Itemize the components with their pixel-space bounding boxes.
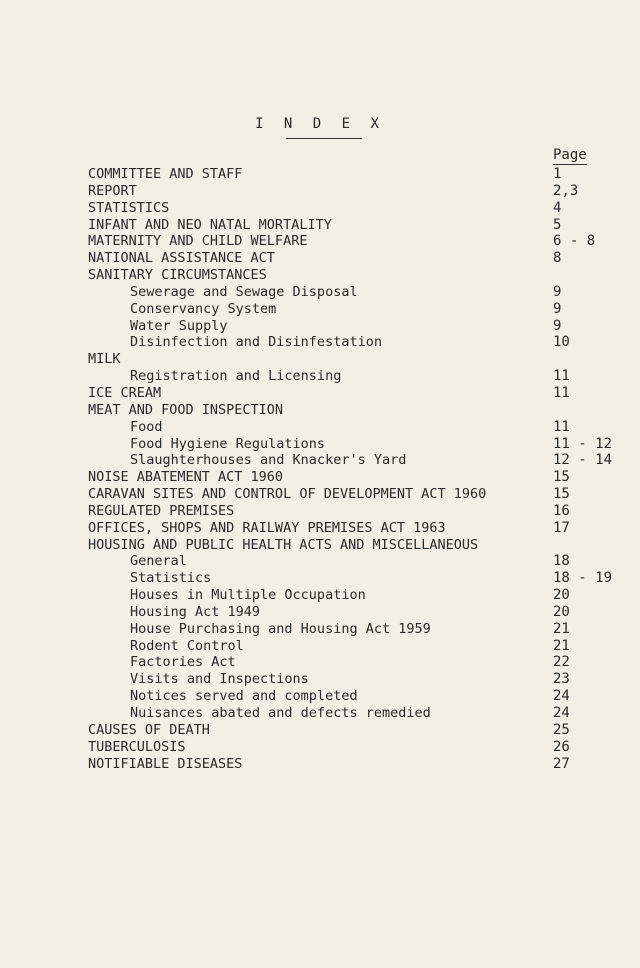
index-subentry bbox=[0, 604, 640, 621]
entry-label: INFANT AND NEO NATAL MORTALITY bbox=[88, 216, 332, 233]
index-entry bbox=[0, 469, 640, 486]
entry-page-number: 17 bbox=[553, 519, 570, 536]
entry-page-number: 12 - 14 bbox=[553, 452, 613, 469]
index-subentry bbox=[0, 368, 640, 385]
entry-page-number: 15 bbox=[553, 469, 570, 486]
entry-label: REPORT bbox=[88, 182, 137, 199]
entry-label: MATERNITY AND CHILD WELFARE bbox=[88, 233, 308, 250]
entry-page-number: 11 bbox=[553, 384, 570, 401]
entry-page-number: 24 bbox=[553, 688, 570, 705]
index-subentry bbox=[0, 671, 640, 688]
entry-label: TUBERCULOSIS bbox=[88, 738, 186, 755]
entry-page-number: 27 bbox=[553, 755, 570, 772]
entry-page-number: 25 bbox=[553, 721, 570, 738]
entry-label: NOISE ABATEMENT ACT 1960 bbox=[88, 469, 284, 486]
index-entry bbox=[0, 756, 640, 773]
entry-label: Conservancy System bbox=[130, 300, 277, 317]
entry-label: COMMITTEE AND STAFF bbox=[88, 166, 243, 182]
entry-page-number: 6 - 8 bbox=[553, 233, 596, 250]
entry-label: Registration and Licensing bbox=[130, 368, 342, 385]
index-subentry bbox=[0, 284, 640, 301]
entry-label: Nuisances abated and defects remedied bbox=[130, 705, 431, 721]
index-subentry bbox=[0, 318, 640, 335]
entry-page-number: 9 bbox=[553, 300, 562, 317]
entry-label: ICE CREAM bbox=[88, 384, 162, 401]
index-entry bbox=[0, 722, 640, 739]
entry-page-number: 15 bbox=[553, 486, 570, 503]
entry-label: CAUSES OF DEATH bbox=[88, 721, 210, 738]
index-subentry bbox=[0, 436, 640, 453]
entry-page-number: 4 bbox=[553, 199, 562, 216]
entry-label: Factories Act bbox=[130, 654, 236, 671]
entry-page-number: 24 bbox=[553, 705, 570, 721]
entry-page-number: 18 - 19 bbox=[553, 570, 613, 587]
entry-page-number: 18 bbox=[553, 553, 570, 570]
entry-label: Statistics bbox=[130, 570, 212, 587]
index-subentry bbox=[0, 570, 640, 587]
entry-page-number: 20 bbox=[553, 587, 570, 604]
entry-label: MEAT AND FOOD INSPECTION bbox=[88, 401, 284, 418]
entry-label: Food bbox=[130, 418, 163, 435]
index-subentry bbox=[0, 654, 640, 671]
index-entry bbox=[0, 200, 640, 217]
entry-page-number: 16 bbox=[553, 502, 570, 519]
entry-label: MILK bbox=[88, 351, 121, 368]
page-column-header: Page bbox=[553, 147, 587, 163]
entry-label: Notices served and completed bbox=[130, 688, 358, 705]
index-subentry bbox=[0, 587, 640, 604]
index-entry bbox=[0, 385, 640, 402]
index-entry bbox=[0, 233, 640, 250]
entry-label: STATISTICS bbox=[88, 199, 170, 216]
index-entry bbox=[0, 183, 640, 200]
index-subentry bbox=[0, 688, 640, 705]
entry-page-number: 23 bbox=[553, 671, 570, 688]
entry-label: Slaughterhouses and Knacker's Yard bbox=[130, 452, 407, 469]
entry-label: Disinfection and Disinfestation bbox=[130, 334, 382, 351]
entry-page-number: 11 bbox=[553, 368, 570, 385]
entry-page-number: 21 bbox=[553, 620, 570, 637]
index-entries bbox=[0, 166, 640, 772]
entry-label: Water Supply bbox=[130, 317, 228, 334]
entry-page-number: 11 bbox=[553, 418, 570, 435]
index-entry bbox=[0, 486, 640, 503]
entry-label: General bbox=[130, 553, 187, 570]
entry-label: House Purchasing and Housing Act 1959 bbox=[130, 620, 431, 637]
index-subentry bbox=[0, 705, 640, 722]
index-entry bbox=[0, 402, 640, 419]
entry-page-number: 9 bbox=[553, 317, 562, 334]
index-subentry bbox=[0, 621, 640, 638]
entry-label: Sewerage and Sewage Disposal bbox=[130, 283, 358, 300]
index-subentry bbox=[0, 419, 640, 436]
entry-page-number: 21 bbox=[553, 637, 570, 654]
index-subentry bbox=[0, 452, 640, 469]
index-subentry bbox=[0, 638, 640, 655]
entry-label: Houses in Multiple Occupation bbox=[130, 587, 366, 604]
entry-label: Rodent Control bbox=[130, 637, 244, 654]
entry-page-number: 2,3 bbox=[553, 182, 579, 199]
index-subentry bbox=[0, 553, 640, 570]
entry-page-number: 11 - 12 bbox=[553, 435, 613, 452]
entry-page-number: 8 bbox=[553, 250, 562, 267]
index-entry bbox=[0, 351, 640, 368]
entry-page-number: 20 bbox=[553, 603, 570, 620]
index-subentry bbox=[0, 301, 640, 318]
entry-label: Food Hygiene Regulations bbox=[130, 435, 326, 452]
entry-page-number: 9 bbox=[553, 283, 562, 300]
entry-page-number: 10 bbox=[553, 334, 570, 351]
entry-page-number: 22 bbox=[553, 654, 570, 671]
entry-label: REGULATED PREMISES bbox=[88, 502, 235, 519]
entry-page-number: 5 bbox=[553, 216, 562, 233]
entry-label: SANITARY CIRCUMSTANCES bbox=[88, 267, 267, 284]
entry-label: HOUSING AND PUBLIC HEALTH ACTS AND MISCELLANEOUS bbox=[88, 536, 479, 553]
index-subentry bbox=[0, 334, 640, 351]
entry-label: OFFICES, SHOPS AND RAILWAY PREMISES ACT 1963 bbox=[88, 519, 446, 536]
entry-label: NOTIFIABLE DISEASES bbox=[88, 755, 243, 772]
index-entry bbox=[0, 267, 640, 284]
entry-label: Visits and Inspections bbox=[130, 671, 309, 688]
title-underline bbox=[286, 138, 362, 139]
index-title: I N D E X bbox=[255, 116, 385, 132]
entry-label: Housing Act 1949 bbox=[130, 603, 261, 620]
entry-page-number: 1 bbox=[553, 166, 562, 182]
index-entry bbox=[0, 520, 640, 537]
entry-label: CARAVAN SITES AND CONTROL OF DEVELOPMENT ACT 1960 bbox=[88, 486, 487, 503]
index-entry bbox=[0, 166, 640, 183]
index-entry bbox=[0, 503, 640, 520]
index-entry bbox=[0, 537, 640, 554]
index-entry bbox=[0, 217, 640, 234]
entry-page-number: 26 bbox=[553, 738, 570, 755]
index-entry bbox=[0, 739, 640, 756]
index-entry bbox=[0, 250, 640, 267]
entry-label: NATIONAL ASSISTANCE ACT bbox=[88, 250, 275, 267]
